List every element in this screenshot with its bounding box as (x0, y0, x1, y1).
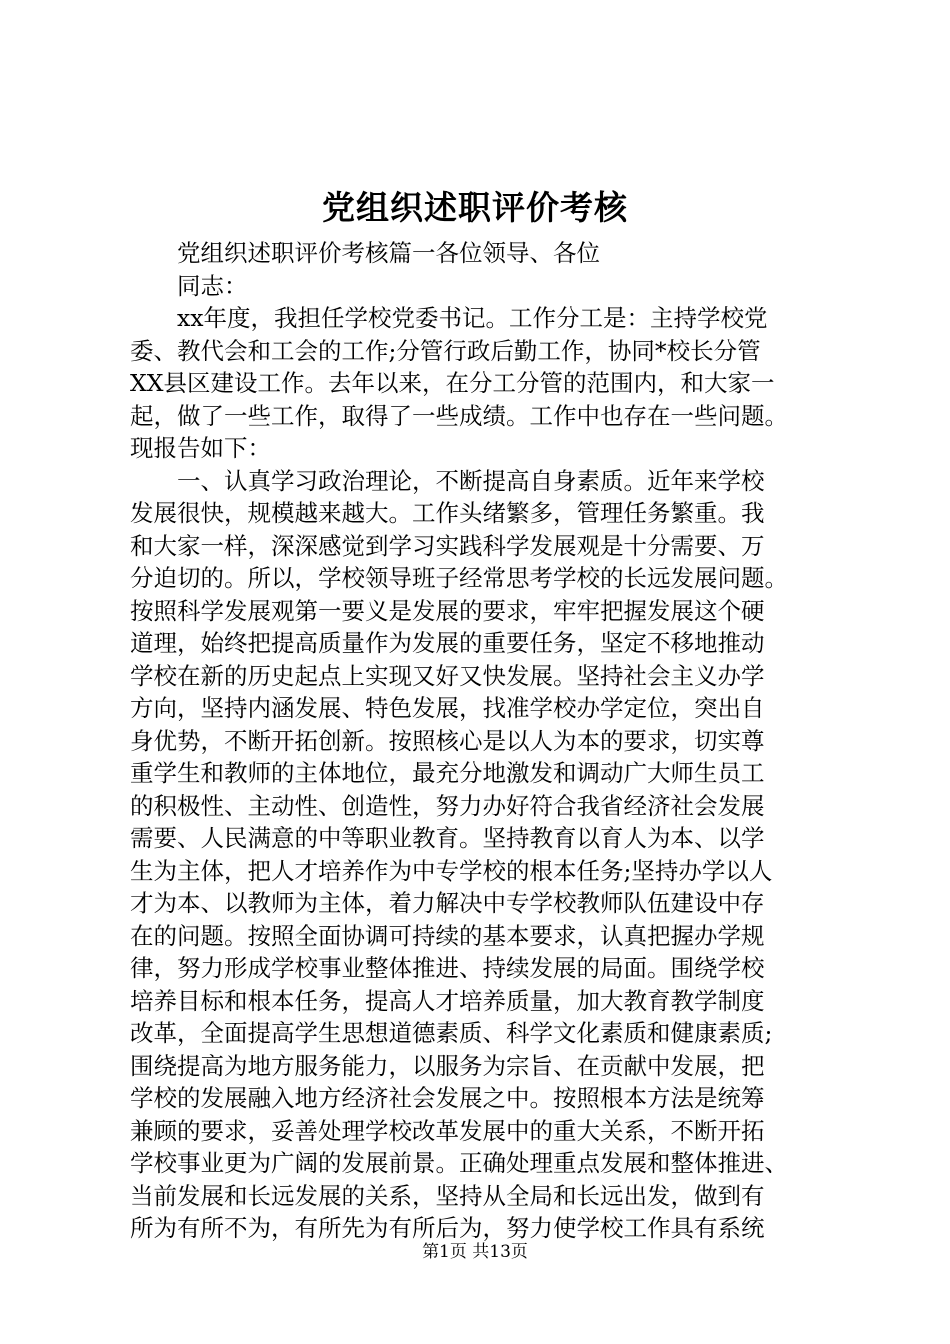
document-body (130, 237, 830, 1245)
body-line: 重学生和教师的主体地位，最充分地激发和调动广大师生员工 (130, 759, 765, 787)
body-line: 所为有所不为，有所先为有所后为，努力使学校工作具有系统 (130, 1214, 765, 1242)
body-line: 现报告如下： (130, 434, 271, 462)
body-line: 发展很快，规模越来越大。工作头绪繁多，管理任务繁重。我 (130, 499, 765, 527)
body-line: 当前发展和长远发展的关系，坚持从全局和长远出发，做到有 (130, 1181, 765, 1210)
body-line: 道理，始终把提高质量作为发展的重要任务，坚定不移地推动 (130, 629, 765, 657)
body-line: 方向，坚持内涵发展、特色发展，找准学校办学定位，突出自 (130, 694, 765, 722)
body-line: 党组织述职评价考核篇一各位领导、各位 (177, 239, 600, 267)
body-line: 在的问题。按照全面协调可持续的基本要求，认真把握办学规 (130, 921, 765, 950)
body-line: 学校的发展融入地方经济社会发展之中。按照根本方法是统筹 (130, 1084, 765, 1112)
body-line: 委、教代会和工会的工作;分管行政后勤工作，协同*校长分管 (130, 336, 761, 365)
body-line: 需要、人民满意的中等职业教育。坚持教育以育人为本、以学 (130, 824, 765, 852)
body-line: 兼顾的要求，妥善处理学校改革发展中的重大关系，不断开拓 (130, 1116, 765, 1145)
body-line: 律，努力形成学校事业整体推进、持续发展的局面。围绕学校 (130, 954, 765, 982)
body-line: 改革，全面提高学生思想道德素质、科学文化素质和健康素质; (130, 1019, 773, 1047)
body-line: 生为主体，把人才培养作为中专学校的根本任务;坚持办学以人 (130, 856, 773, 885)
body-line: 分迫切的。所以，学校领导班子经常思考学校的长远发展问题。 (130, 564, 788, 592)
body-line: 的积极性、主动性、创造性，努力办好符合我省经济社会发展 (130, 791, 765, 820)
body-line: 才为本、以教师为主体，着力解决中专学校教师队伍建设中存 (130, 889, 765, 917)
body-line: XX县区建设工作。去年以来，在分工分管的范围内，和大家一 (130, 369, 775, 397)
body-line: xx年度，我担任学校党委书记。工作分工是：主持学校党 (177, 304, 768, 332)
body-line: 身优势，不断开拓创新。按照核心是以人为本的要求，切实尊 (130, 726, 765, 755)
body-line: 按照科学发展观第一要义是发展的要求，牢牢把握发展这个硬 (130, 596, 765, 625)
body-line: 学校在新的历史起点上实现又好又快发展。坚持社会主义办学 (130, 661, 765, 690)
body-line: 起，做了一些工作，取得了一些成绩。工作中也存在一些问题。 (130, 401, 788, 430)
body-line: 围绕提高为地方服务能力，以服务为宗旨、在贡献中发展，把 (130, 1051, 765, 1080)
body-line: 和大家一样，深深感觉到学习实践科学发展观是十分需要、万 (130, 531, 765, 560)
body-line: 学校事业更为广阔的发展前景。正确处理重点发展和整体推进、 (130, 1149, 788, 1177)
body-line: 同志： (177, 271, 248, 300)
body-line: 培养目标和根本任务，提高人才培养质量，加大教育教学制度 (130, 986, 765, 1015)
body-line: 一、认真学习政治理论，不断提高自身素质。近年来学校 (177, 466, 765, 495)
page-footer: 第1页 共13页 (422, 1242, 528, 1262)
document-title: 党组织述职评价考核 (322, 188, 628, 227)
